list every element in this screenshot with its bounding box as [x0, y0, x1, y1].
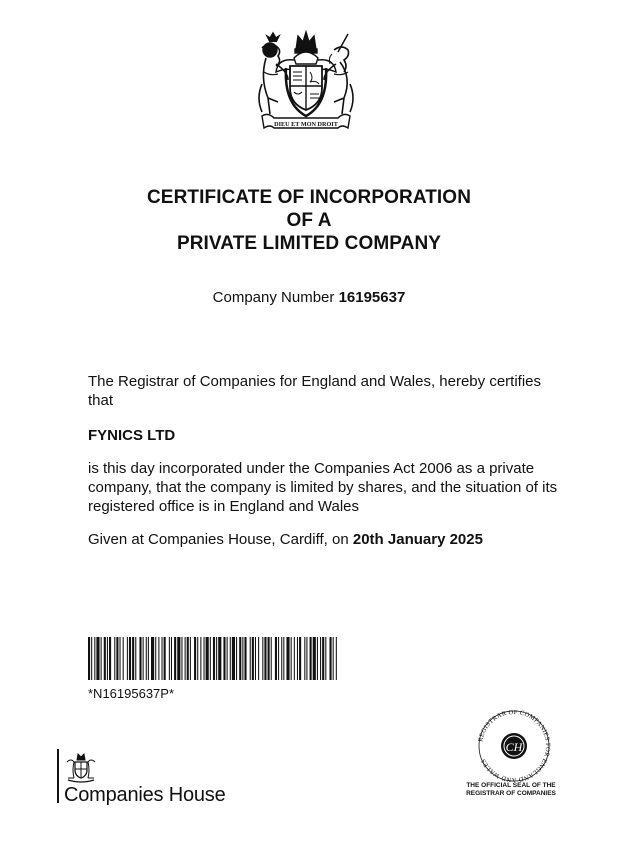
title-line-2: OF A	[286, 210, 332, 231]
barcode-icon	[88, 637, 338, 680]
company-number	[0, 289, 618, 306]
registrar-seal-icon	[464, 710, 564, 782]
certificate-title	[0, 186, 618, 255]
svg-text:DIEU ET MON DROIT: DIEU ET MON DROIT	[274, 121, 338, 128]
title-line-1: CERTIFICATE OF INCORPORATION	[146, 187, 472, 208]
crest-icon	[64, 752, 98, 784]
given-date: 20th January 2025	[352, 531, 483, 548]
coat-of-arms-icon	[248, 28, 364, 132]
companies-house-logo-text: Companies House	[64, 784, 226, 806]
barcode-text: *N16195637P*	[88, 686, 175, 701]
logo-divider	[57, 749, 59, 803]
seal-caption	[446, 782, 576, 798]
certify-text: The Registrar of Companies for England and Wales, hereby certifies that	[88, 373, 541, 409]
svg-text:CH: CH	[505, 740, 523, 754]
given-prefix: Given at Companies House, Cardiff, on	[88, 531, 349, 548]
incorporation-text: is this day incorporated under the Companies Act 2006 as a private company, that the company is limited by shares, and the situation of its registered office is in England and Wales	[88, 460, 558, 515]
company-name: FYNICS LTD	[88, 427, 176, 444]
svg-text:REGISTRAR OF COMPANIES FOR ENG: REGISTRAR OF COMPANIES FOR ENGLAND AND WALES	[477, 710, 552, 782]
title-line-3: PRIVATE LIMITED COMPANY	[176, 233, 442, 254]
company-number-value: 16195637	[338, 289, 406, 306]
seal-caption-line-2: REGISTRAR OF COMPANIES	[466, 790, 556, 797]
given-statement	[88, 530, 568, 549]
company-number-label: Company Number	[212, 289, 335, 306]
seal-caption-line-1: THE OFFICIAL SEAL OF THE	[466, 782, 556, 789]
